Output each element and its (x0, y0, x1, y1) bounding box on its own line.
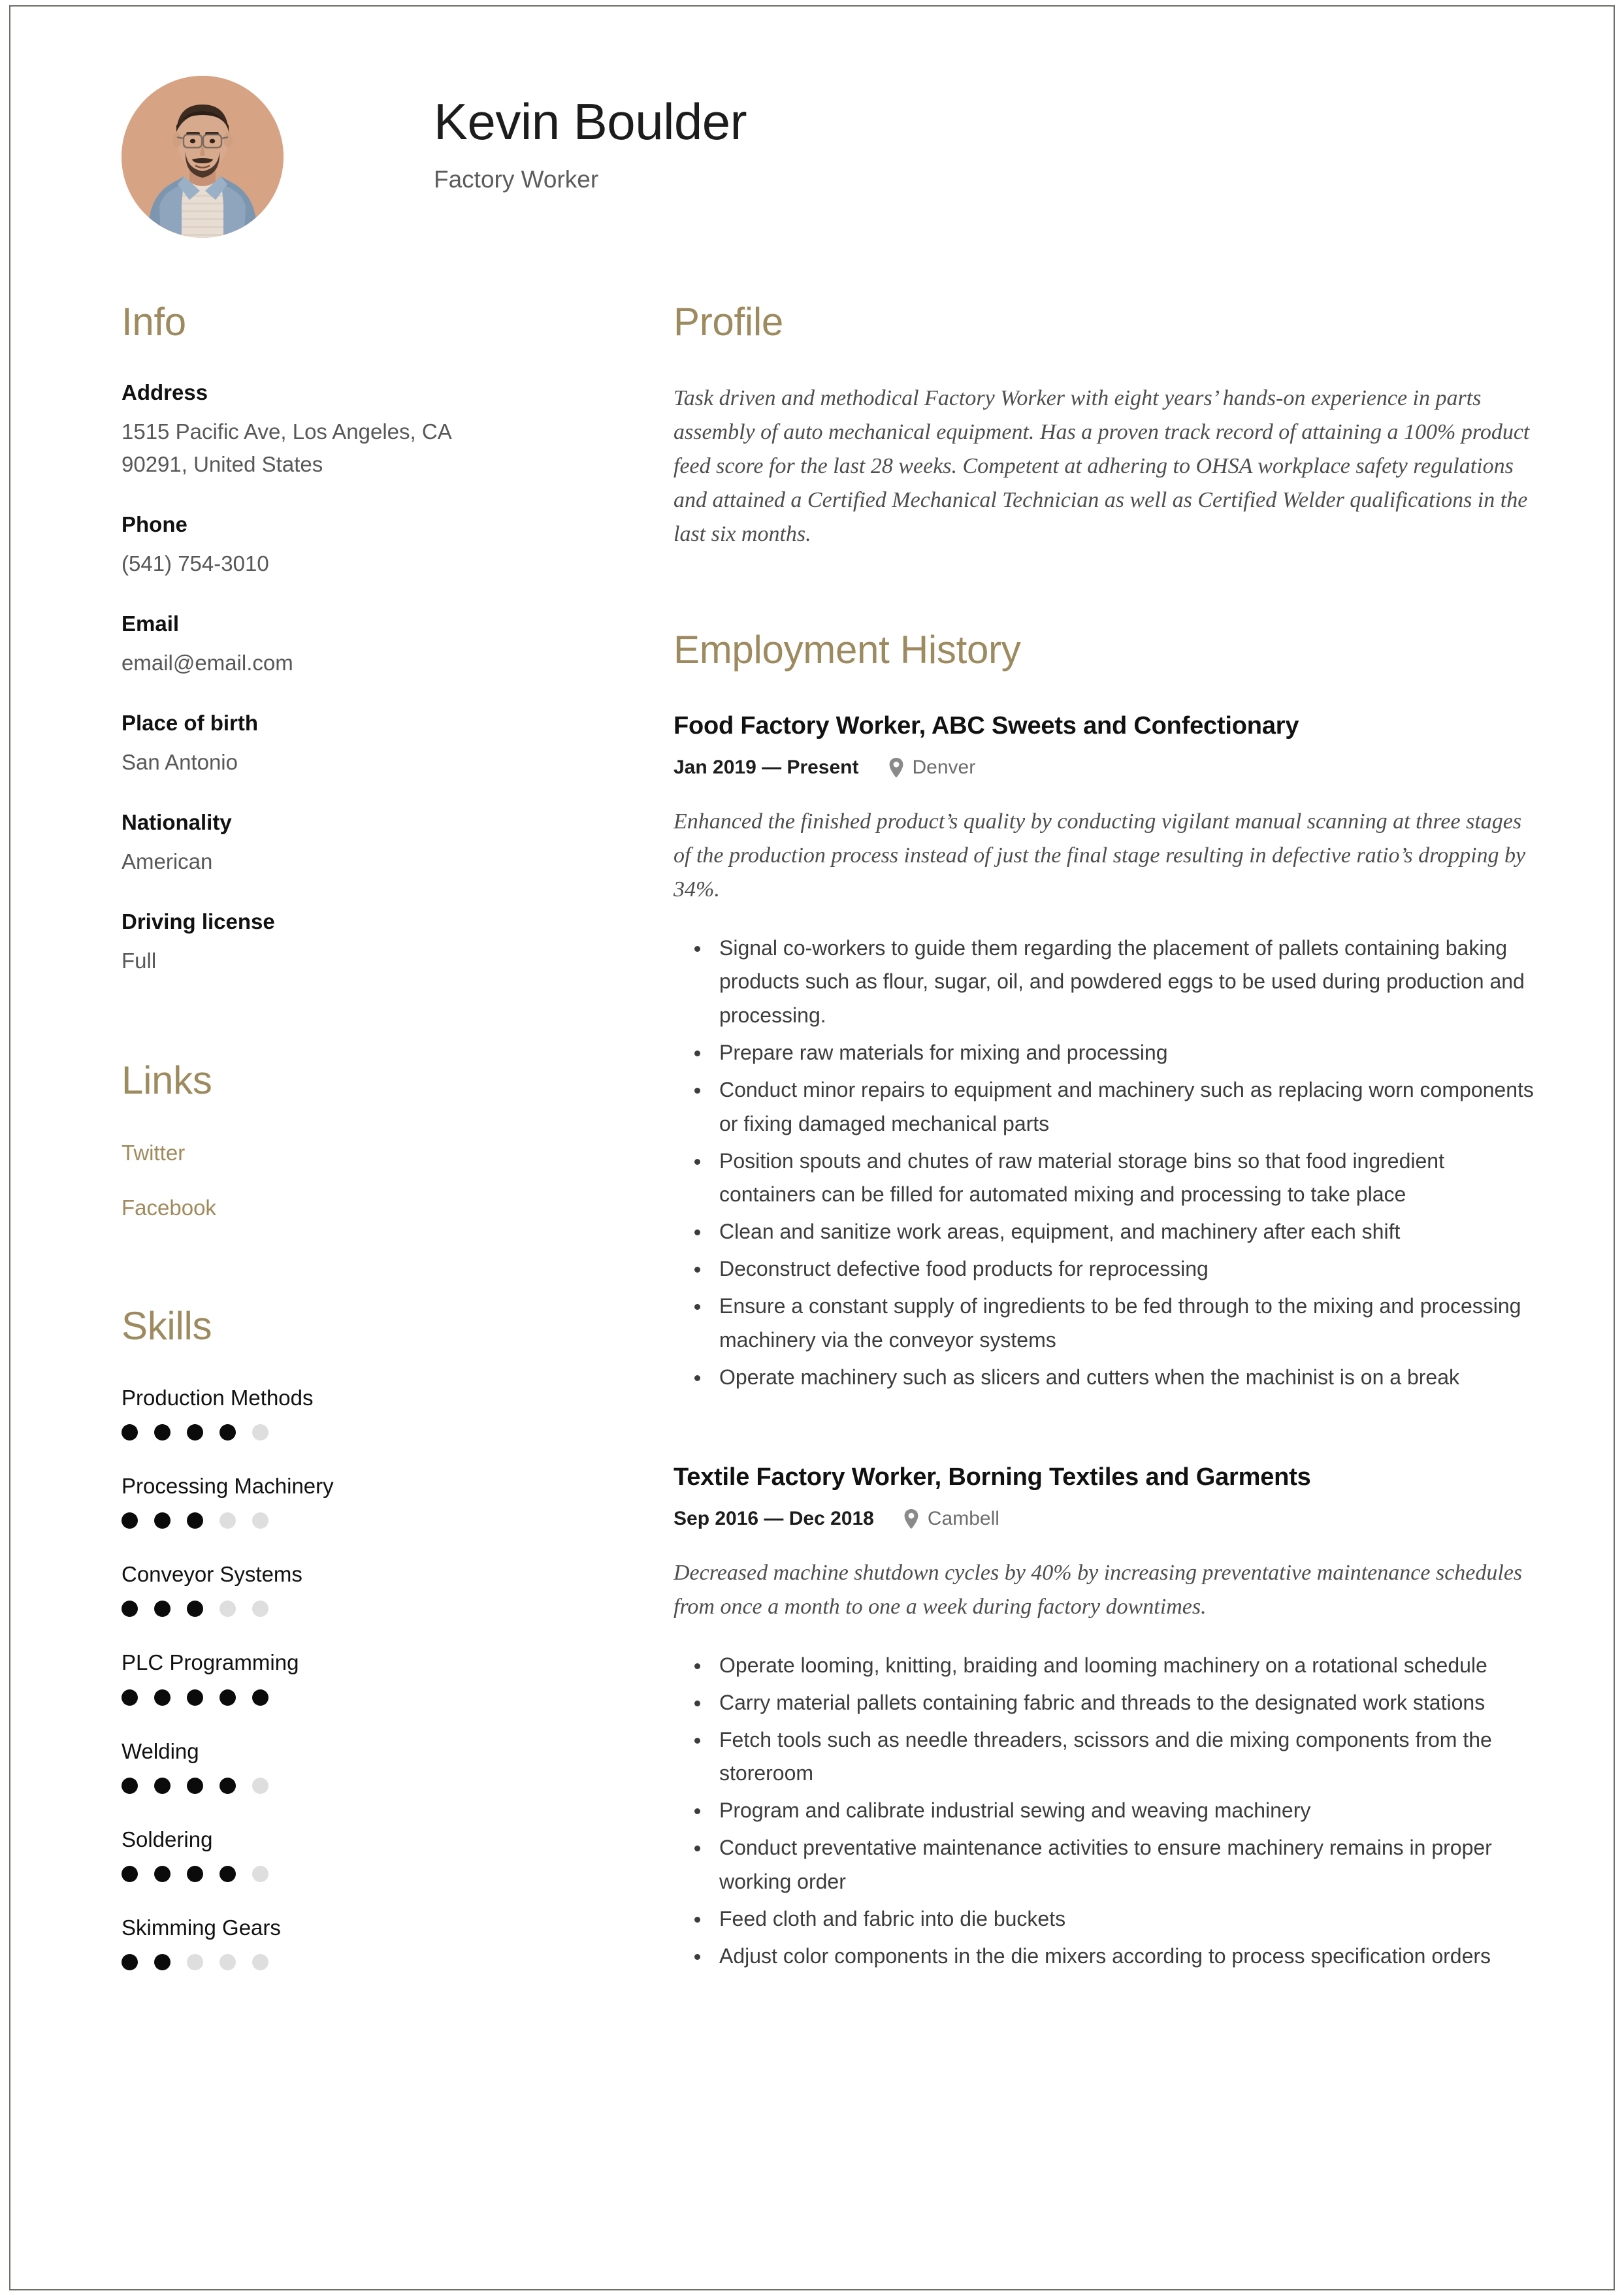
rating-dot-filled (122, 1954, 138, 1970)
links-list (122, 1140, 520, 1220)
info-field (122, 908, 520, 977)
avatar-photo (122, 76, 284, 238)
skill-name: Skimming Gears (122, 1915, 281, 1940)
info-field-label: Nationality (122, 810, 232, 835)
rating-dot-empty (219, 1601, 236, 1617)
skill-rating (122, 1954, 520, 1970)
rating-dot-empty (252, 1778, 268, 1794)
link-twitter[interactable]: Twitter (122, 1141, 186, 1165)
employment-entry (674, 711, 1542, 1394)
profile-section (674, 301, 1542, 551)
list-item: Fetch tools such as needle threaders, scissors and die mixing components from the storeroom (715, 1723, 1542, 1791)
rating-dot-filled (122, 1424, 138, 1440)
employment-section (674, 628, 1542, 1973)
employment-title: Food Factory Worker, ABC Sweets and Confectionary (674, 712, 1299, 740)
skills-heading: Skills (122, 1303, 212, 1348)
skill-name: Processing Machinery (122, 1473, 334, 1498)
skill-name: PLC Programming (122, 1650, 299, 1675)
rating-dot-filled (154, 1954, 171, 1970)
info-field (122, 809, 520, 878)
rating-dot-empty (252, 1424, 268, 1440)
info-field-label: Phone (122, 512, 187, 537)
info-field-value: American (122, 849, 213, 874)
info-field (122, 511, 520, 580)
rating-dot-filled (252, 1689, 268, 1706)
map-pin-icon (904, 1509, 918, 1529)
links-heading: Links (122, 1058, 212, 1103)
sidebar (122, 301, 520, 1970)
info-field-value: 1515 Pacific Ave, Los Angeles, CA 90291, United States (122, 419, 451, 477)
info-field-label: Email (122, 611, 180, 636)
rating-dot-filled (219, 1866, 236, 1882)
rating-dot-empty (252, 1954, 268, 1970)
skill-item (122, 1738, 520, 1794)
employment-bullets (674, 1649, 1542, 1973)
resume-columns (10, 301, 1614, 1976)
info-field-value: (541) 754-3010 (122, 551, 269, 576)
employment-bullets (674, 932, 1542, 1395)
employment-summary: Enhanced the finished product’s quality by conducting vigilant manual scanning at three stages of the production process instead of just the final stage resulting in defective ratio’s dropping by 34%. (674, 809, 1526, 902)
rating-dot-filled (154, 1778, 171, 1794)
info-field (122, 709, 520, 779)
main-content (520, 301, 1614, 1976)
rating-dot-filled (219, 1689, 236, 1706)
rating-dot-filled (122, 1512, 138, 1529)
info-field-value: San Antonio (122, 750, 238, 775)
employment-heading: Employment History (674, 628, 1021, 672)
rating-dot-filled (219, 1424, 236, 1440)
info-heading: Info (122, 300, 186, 344)
skill-name: Conveyor Systems (122, 1562, 302, 1587)
info-field-value: Full (122, 949, 157, 973)
rating-dot-empty (219, 1512, 236, 1529)
skill-rating (122, 1424, 520, 1440)
skill-rating (122, 1866, 520, 1882)
info-field-label: Driving license (122, 909, 275, 934)
list-item: Clean and sanitize work areas, equipment, and machinery after each shift (715, 1215, 1542, 1249)
rating-dot-filled (187, 1689, 203, 1706)
list-item: Adjust color components in the die mixers according to process specification orders (715, 1940, 1542, 1974)
rating-dot-filled (154, 1512, 171, 1529)
skills-list (122, 1384, 520, 1971)
rating-dot-filled (122, 1689, 138, 1706)
resume-page (9, 5, 1615, 2290)
skill-rating (122, 1512, 520, 1529)
employment-entry (674, 1462, 1542, 1973)
info-field-value: email@email.com (122, 651, 293, 675)
rating-dot-empty (252, 1601, 268, 1617)
profile-text: Task driven and methodical Factory Worker with eight years’ hands-on experience in parts assembly of auto mechanical equipment. Has a proven track record of attaining a 100% product feed score for the last 28 weeks. Competent at adhering to OHSA workplace safety regulations and attained a Certified Mechanical Technician as well as Certified Welder qualifications in the last six months. (674, 386, 1530, 547)
list-item: Conduct minor repairs to equipment and machinery such as replacing worn components or fixing damaged mechanical parts (715, 1073, 1542, 1141)
rating-dot-filled (122, 1601, 138, 1617)
skill-rating (122, 1601, 520, 1617)
rating-dot-filled (187, 1424, 203, 1440)
employment-dates: Jan 2019 — Present (674, 756, 859, 778)
employment-title: Textile Factory Worker, Borning Textiles and Garments (674, 1463, 1311, 1491)
resume-header (10, 7, 1614, 238)
profile-heading: Profile (674, 300, 783, 344)
rating-dot-empty (252, 1512, 268, 1529)
rating-dot-empty (187, 1954, 203, 1970)
info-field-label: Address (122, 380, 208, 404)
skill-rating (122, 1778, 520, 1794)
map-pin-icon (889, 758, 903, 777)
list-item: Prepare raw materials for mixing and processing (715, 1036, 1542, 1070)
skill-item (122, 1914, 520, 1970)
skill-item (122, 1384, 520, 1440)
rating-dot-filled (154, 1424, 171, 1440)
resume-content (10, 7, 1614, 2289)
links-section (122, 1059, 520, 1220)
link-facebook[interactable]: Facebook (122, 1196, 216, 1220)
rating-dot-filled (154, 1866, 171, 1882)
rating-dot-filled (154, 1689, 171, 1706)
rating-dot-filled (187, 1601, 203, 1617)
job-subtitle: Factory Worker (434, 165, 599, 193)
skill-rating (122, 1689, 520, 1706)
info-field-label: Place of birth (122, 711, 259, 736)
list-item: Signal co-workers to guide them regarding the placement of pallets containing baking products such as flour, sugar, oil, and powdered eggs to be used during production and processing. (715, 932, 1542, 1033)
employment-location (904, 1508, 999, 1530)
list-item: Program and calibrate industrial sewing and weaving machinery (715, 1794, 1542, 1828)
list-item: Deconstruct defective food products for reprocessing (715, 1252, 1542, 1286)
skill-name: Soldering (122, 1827, 213, 1851)
skill-item (122, 1473, 520, 1529)
rating-dot-empty (219, 1954, 236, 1970)
list-item: Ensure a constant supply of ingredients to be fed through to the mixing and processing machinery via the conveyor systems (715, 1290, 1542, 1358)
list-item: Carry material pallets containing fabric and threads to the designated work stations (715, 1686, 1542, 1720)
employment-list (674, 711, 1542, 1973)
avatar (122, 76, 284, 238)
employment-meta (674, 1508, 1542, 1530)
employment-dates: Sep 2016 — Dec 2018 (674, 1507, 874, 1529)
list-item: Feed cloth and fabric into die buckets (715, 1902, 1542, 1936)
rating-dot-filled (122, 1866, 138, 1882)
employment-location-label: Cambell (927, 1507, 999, 1529)
skill-item (122, 1826, 520, 1882)
info-field (122, 610, 520, 679)
skills-section (122, 1305, 520, 1971)
page-title: Kevin Boulder (434, 93, 747, 150)
rating-dot-filled (154, 1601, 171, 1617)
rating-dot-filled (187, 1778, 203, 1794)
skill-name: Welding (122, 1738, 199, 1763)
skill-item (122, 1561, 520, 1617)
rating-dot-filled (122, 1778, 138, 1794)
info-field (122, 379, 520, 481)
info-section (122, 301, 520, 977)
skill-name: Production Methods (122, 1385, 314, 1410)
skill-item (122, 1649, 520, 1705)
list-item: Conduct preventative maintenance activities to ensure machinery remains in proper working order (715, 1831, 1542, 1899)
employment-meta (674, 757, 1542, 779)
headline (434, 76, 747, 193)
list-item: Operate machinery such as slicers and cutters when the machinist is on a break (715, 1361, 1542, 1395)
employment-location-label: Denver (912, 756, 976, 778)
list-item: Position spouts and chutes of raw material storage bins so that food ingredient containers can be filled for automated mixing and processing to take place (715, 1145, 1542, 1213)
employment-location (889, 757, 976, 779)
rating-dot-filled (187, 1866, 203, 1882)
rating-dot-filled (219, 1778, 236, 1794)
rating-dot-filled (187, 1512, 203, 1529)
rating-dot-empty (252, 1866, 268, 1882)
info-field-list (122, 379, 520, 977)
employment-summary: Decreased machine shutdown cycles by 40% by increasing preventative maintenance schedules from once a month to one a week during factory downtimes. (674, 1560, 1523, 1619)
list-item: Operate looming, knitting, braiding and looming machinery on a rotational schedule (715, 1649, 1542, 1683)
